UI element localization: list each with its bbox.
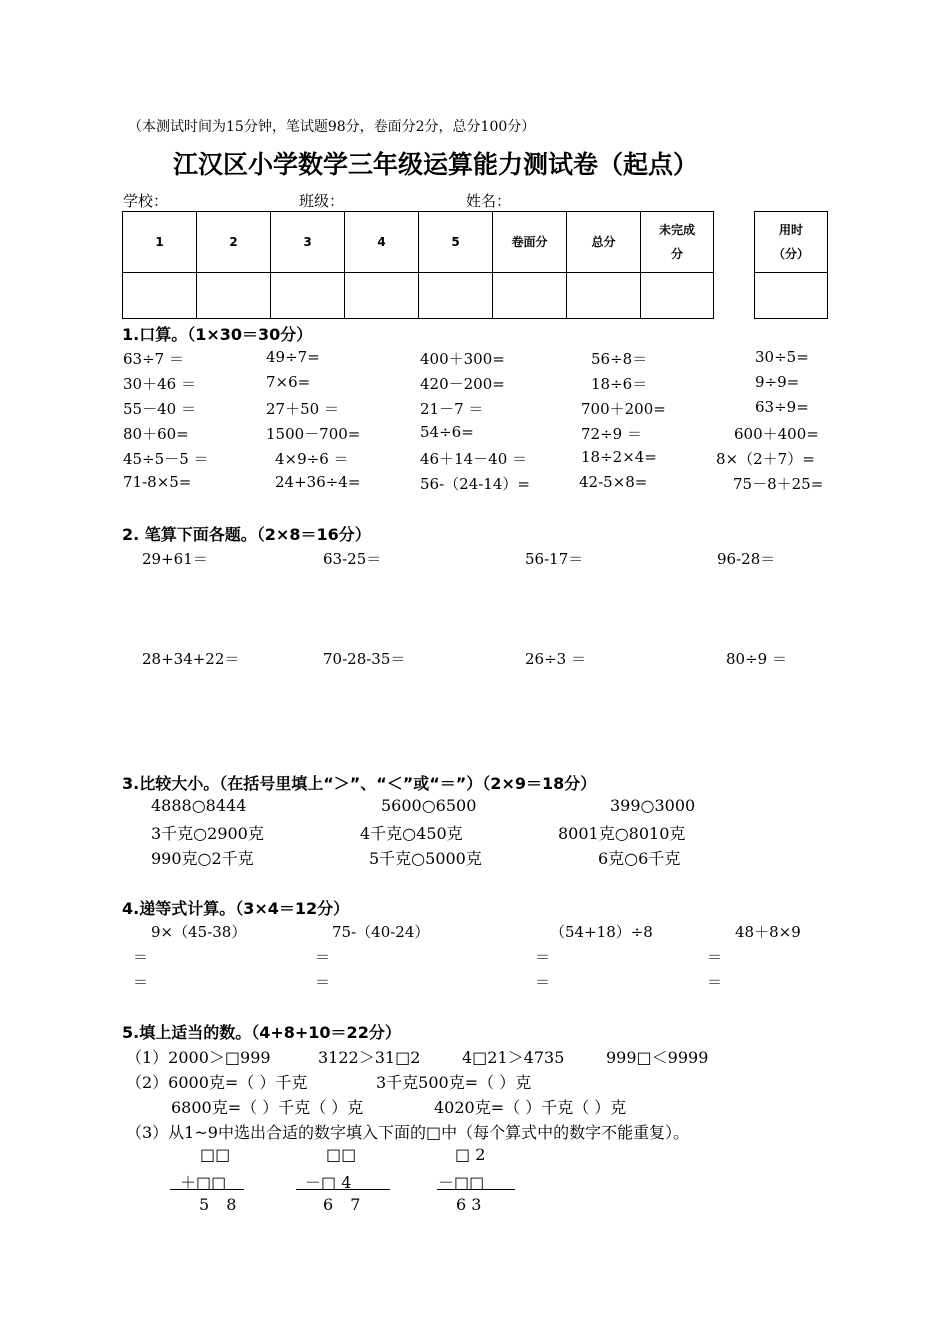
puzzle-line	[296, 1189, 390, 1190]
oral-item: 72÷9 ＝	[581, 425, 642, 443]
class-label: 班级：	[299, 192, 345, 210]
compare-item: 3千克○2900克	[151, 824, 264, 843]
score-header-total: 总分	[567, 212, 641, 273]
oral-item: 80＋60=	[123, 425, 189, 443]
compare-item: 4888○8444	[151, 796, 247, 815]
score-header-neatness: 卷面分	[493, 212, 567, 273]
fill-item: 3千克500克=（ ）克	[376, 1073, 532, 1092]
score-cell[interactable]	[493, 273, 567, 319]
page-title: 江汉区小学数学三年级运算能力测试卷（起点）	[173, 150, 699, 179]
puzzle-top: □□	[326, 1145, 357, 1164]
compare-item: 990克○2千克	[151, 849, 254, 868]
score-cell[interactable]	[271, 273, 345, 319]
oral-item: 18÷6＝	[591, 375, 648, 393]
oral-item: 63÷9=	[755, 398, 809, 416]
score-cell[interactable]	[123, 273, 197, 319]
oral-item: 55－40 ＝	[123, 400, 196, 418]
name-label: 姓名：	[466, 192, 512, 210]
written-item: 96-28＝	[717, 550, 776, 568]
time-cell[interactable]	[755, 273, 828, 319]
fill-instruction: （3）从1~9中选出合适的数字填入下面的□中（每个算式中的数字不能重复）。	[126, 1123, 690, 1142]
score-cell[interactable]	[567, 273, 641, 319]
equals-sign: ＝	[535, 973, 551, 991]
fill-item: （2）6000克=（ ）千克	[126, 1073, 308, 1092]
equals-sign: ＝	[315, 973, 331, 991]
school-label: 学校：	[123, 192, 169, 210]
stepwise-expr: 9×（45-38）	[151, 923, 247, 941]
written-item: 56-17＝	[525, 550, 584, 568]
section-1-title: 1.口算。（1×30＝30分）	[122, 325, 313, 344]
stepwise-expr: 48＋8×9	[735, 923, 801, 941]
puzzle-result: 6 3	[456, 1195, 482, 1214]
stepwise-expr: （54+18）÷8	[550, 923, 653, 941]
oral-item: 400＋300=	[420, 350, 505, 368]
score-header-4: 4	[345, 212, 419, 273]
written-item: 26÷3 ＝	[525, 650, 586, 668]
compare-item: 5600○6500	[381, 796, 477, 815]
oral-item: 56÷8＝	[591, 350, 648, 368]
section-2-title: 2. 笔算下面各题。（2×8＝16分）	[122, 525, 371, 544]
fill-item: 6800克=（ ）千克（ ）克	[171, 1098, 364, 1117]
puzzle-top: □ 2	[455, 1145, 486, 1164]
score-cell[interactable]	[197, 273, 271, 319]
oral-item: 42-5×8=	[579, 473, 648, 491]
puzzle-mid: ＋□□	[180, 1173, 227, 1192]
written-item: 28+34+22＝	[142, 650, 240, 668]
puzzle-line	[437, 1189, 515, 1190]
score-header-2: 2	[197, 212, 271, 273]
oral-item: 49÷7=	[266, 348, 320, 366]
score-cell[interactable]	[345, 273, 419, 319]
written-item: 80÷9 ＝	[726, 650, 787, 668]
section-4-title: 4.递等式计算。（3×4＝12分）	[122, 899, 350, 918]
equals-sign: ＝	[133, 973, 149, 991]
oral-item: 8×（2＋7）=	[716, 450, 815, 468]
equals-sign: ＝	[133, 948, 149, 966]
section-5-title: 5.填上适当的数。（4+8+10＝22分）	[122, 1023, 401, 1042]
fill-item: （1）2000＞□999	[126, 1048, 271, 1067]
time-header: 用时 （分）	[755, 212, 828, 273]
oral-item: 75－8＋25=	[733, 475, 824, 493]
puzzle-result: 5 8	[199, 1195, 237, 1214]
oral-item: 63÷7 ＝	[123, 350, 184, 368]
stepwise-expr: 75-（40-24）	[332, 923, 430, 941]
score-cell[interactable]	[641, 273, 714, 319]
written-item: 70-28-35＝	[323, 650, 406, 668]
score-table	[122, 211, 714, 319]
oral-item: 700＋200=	[581, 400, 666, 418]
oral-item: 18÷2×4=	[581, 448, 657, 466]
oral-item: 71-8×5=	[123, 473, 192, 491]
compare-item: 8001克○8010克	[558, 824, 686, 843]
oral-item: 9÷9=	[755, 373, 800, 391]
score-cell[interactable]	[419, 273, 493, 319]
score-header-1: 1	[123, 212, 197, 273]
equals-sign: ＝	[315, 948, 331, 966]
puzzle-top: □□	[200, 1145, 231, 1164]
score-header-unfinished: 未完成 分	[641, 212, 714, 273]
oral-item: 30÷5=	[755, 348, 809, 366]
score-header-5: 5	[419, 212, 493, 273]
compare-item: 399○3000	[610, 796, 696, 815]
oral-item: 4×9÷6 ＝	[275, 450, 349, 468]
oral-item: 420－200=	[420, 375, 505, 393]
oral-item: 30＋46 ＝	[123, 375, 196, 393]
equals-sign: ＝	[535, 948, 551, 966]
fill-item: 4□21＞4735	[462, 1048, 565, 1067]
oral-item: 600＋400=	[734, 425, 819, 443]
oral-item: 45÷5－5 ＝	[123, 450, 209, 468]
puzzle-mid: －□ 4	[305, 1173, 352, 1192]
oral-item: 54÷6=	[420, 423, 474, 441]
fill-item: 4020克=（ ）千克（ ）克	[434, 1098, 627, 1117]
oral-item: 1500－700=	[266, 425, 361, 443]
oral-item: 56-（24-14）=	[420, 475, 530, 493]
written-item: 63-25＝	[323, 550, 382, 568]
puzzle-line	[170, 1189, 244, 1190]
equals-sign: ＝	[707, 973, 723, 991]
oral-item: 7×6=	[266, 373, 311, 391]
time-note: （本测试时间为15分钟，笔试题98分，卷面分2分，总分100分）	[128, 119, 536, 135]
puzzle-result: 6 7	[323, 1195, 361, 1214]
written-item: 29+61＝	[142, 550, 208, 568]
fill-item: 3122＞31□2	[318, 1048, 421, 1067]
oral-item: 24+36÷4=	[275, 473, 361, 491]
fill-item: 999□＜9999	[606, 1048, 709, 1067]
section-3-title: 3.比较大小。（在括号里填上“＞”、“＜”或“＝”）（2×9＝18分）	[122, 774, 597, 793]
oral-item: 21－7 ＝	[420, 400, 484, 418]
time-table	[754, 211, 828, 319]
oral-item: 46＋14－40 ＝	[420, 450, 528, 468]
compare-item: 4千克○450克	[360, 824, 463, 843]
compare-item: 5千克○5000克	[369, 849, 482, 868]
puzzle-mid: －□□	[438, 1173, 485, 1192]
compare-item: 6克○6千克	[598, 849, 681, 868]
equals-sign: ＝	[707, 948, 723, 966]
oral-item: 27＋50 ＝	[266, 400, 339, 418]
score-header-3: 3	[271, 212, 345, 273]
